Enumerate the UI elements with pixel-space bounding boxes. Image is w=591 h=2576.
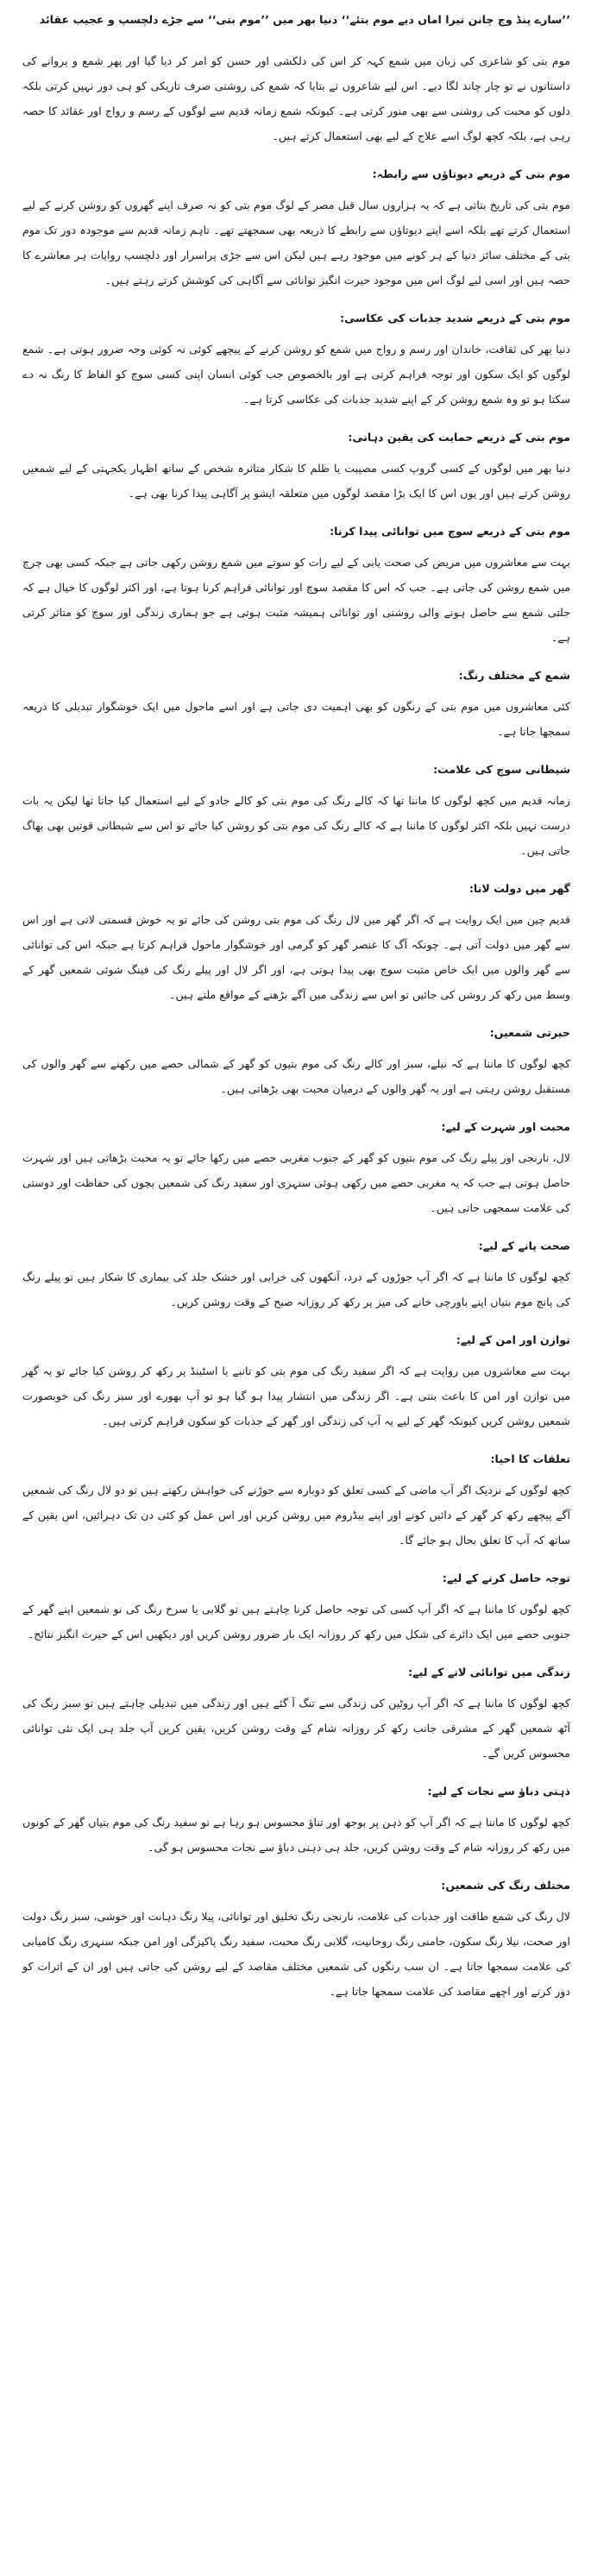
paragraph: موم بتی کو شاعری کی زبان میں شمع کہہ کر اس کی دلکشی اور حسن کو امر کر دیا گیا اور پھر شمع و پروانے کی داستانوں نے تو چار چاند لگا دیے۔ اس لیے شاعروں نے بتایا کہ شمع کی روشنی صرف تاریکی کو ہی دور نہیں کرتی بلکہ دلوں کو محبت کی روشنی سے بھی منور کرتی ہے۔ کیونکہ شمع زمانہ قدیم سے لوگوں کے رسم و رواج اور عقائد کا حصہ رہی ہے، بلکہ کچھ لوگ اسے علاج کے لیے بھی استعمال کرتے ہیں۔ xyxy=(22,54,570,142)
paragraph: کچھ لوگوں کا ماننا ہے کہ اگر آپ کو ذہن پر بوجھ اور تناؤ محسوس ہو رہا ہے تو سفید رنگ کی موم بتیاں گھر کے کونوں میں رکھ کر روزانہ شام کے وقت روشن کریں، جلد ہی ذہنی دباؤ سے نجات محسوس ہو گی۔ xyxy=(22,1816,570,1854)
section-heading: تعلقات کا احیا: xyxy=(490,1452,570,1465)
paragraph: لال، نارنجی اور پیلے رنگ کی موم بتیوں کو گھر کے جنوب مغربی حصے میں رکھا جائے تو یہ محبت بڑھاتی ہیں اور شہرت حاصل ہوتی ہے جب کہ یہ مغربی حصے میں رکھی ہوئی سنہری اور سفید رنگ کی شمعیں بچوں کی حفاظت اور دوستی کی علامت سمجھی جاتی ہیں۔ xyxy=(22,1151,570,1214)
article-title: ’’سارے پنڈ وچ چانن تیرا اماں دیے موم بتئے‘‘ دنیا بھر میں ’’موم بتی‘‘ سے جڑے دلچسپ و عجیب عقائد xyxy=(39,13,570,26)
section-heading: موم بتی کے ذریعے دیوتاؤں سے رابطہ: xyxy=(372,167,570,180)
paragraph: دنیا بھر میں لوگوں کے کسی گروپ کسی مصیبت یا ظلم کا شکار متاثرہ شخص کے ساتھ اظہار یکجہتی کے لیے شمعیں روشن کرتے ہیں اور یوں اس کا ایک بڑا مقصد لوگوں میں متعلقہ ایشو پر آگاہی پیدا کرنا بھی ہے۔ xyxy=(22,462,570,500)
paragraph: کچھ لوگوں کا ماننا ہے کہ اگر آپ جوڑوں کے درد، آنکھوں کی خرابی اور خشک جلد کی بیماری کا شکار ہیں تو پیلے رنگ کی پانچ موم بتیاں اپنے باورچی خانے کی میز پر رکھ کر روزانہ صبح کے وقت روشن کریں۔ xyxy=(22,1270,570,1308)
section-heading: شیطانی سوچ کی علامت: xyxy=(433,763,570,776)
section-heading: توجہ حاصل کرنے کے لیے: xyxy=(442,1571,570,1584)
paragraph: کچھ لوگوں کے نزدیک اگر آپ ماضی کے کسی تعلق کو دوبارہ سے جوڑنے کی خواہش رکھتے ہیں تو دو لال رنگ کی شمعیں آگے پیچھے رکھ کر گھر کے دائیں کونے اور اپنے بیڈروم میں روشن کریں اور اس عمل کو کئی دن تک دہرائیں، اس یقین کے ساتھ کہ آپ کا تعلق بحال ہو جائے گا۔ xyxy=(22,1483,570,1546)
section-heading: گھر میں دولت لانا: xyxy=(468,882,570,895)
paragraph: موم بتی کی تاریخ بتاتی ہے کہ یہ ہزاروں سال قبل مصر کے لوگ موم بتی کو نہ صرف اپنے گھروں کو روشن کرنے کے لیے استعمال کرتے تھے بلکہ اسے اپنے دیوتاؤں سے رابطے کا ذریعہ بھی سمجھتے تھے۔ تاہم زمانہ قدیم سے موجودہ دور تک موم بتی کے مختلف سائز دنیا کے ہر کونے میں موجود رہے ہیں لیکن اس سے جڑی پراسرار اور دلچسپ روایات ہر معاشرے کا حصہ ہیں اور اسی لیے لوگ اس میں موجود حیرت انگیز توانائی سے آگاہی کی کوشش کرتے رہتے ہیں۔ xyxy=(22,198,570,287)
paragraph: کئی معاشروں میں موم بتی کے رنگوں کو بھی اہمیت دی جاتی ہے اور اسے ماحول میں ایک خوشگوار تبدیلی کا ذریعہ سمجھا جاتا ہے۔ xyxy=(22,700,570,738)
paragraph: زمانہ قدیم میں کچھ لوگوں کا ماننا تھا کہ کالے رنگ کی موم بتی کو کالے جادو کے لیے استعمال کیا جاتا تھا لیکن یہ بات درست نہیں بلکہ اکثر لوگوں کا ماننا ہے کہ کالے رنگ کی موم بتی کو روشن کیا جائے تو اس سے شیطانی قوتیں بھی بھاگ جاتی ہیں۔ xyxy=(22,794,570,857)
section-heading: ذہنی دباؤ سے نجات کے لیے: xyxy=(427,1785,570,1798)
section-heading: موم بتی کے ذریعے حمایت کی یقین دہانی: xyxy=(348,431,570,444)
section-heading: زندگی میں توانائی لانے کے لیے: xyxy=(408,1666,570,1678)
paragraph: کچھ لوگوں کا ماننا ہے کہ اگر آپ کسی کی توجہ حاصل کرنا چاہتے ہیں تو گلابی یا سرخ رنگ کی نو شمعیں اپنے گھر کے جنوبی حصے میں ایک دائرے کی شکل میں رکھ کر روزانہ ایک بار ضرور روشن کریں اور دیکھیں اس کے حیرت انگیز نتائج۔ xyxy=(22,1603,570,1641)
paragraph: کچھ لوگوں کا ماننا ہے کہ اگر آپ روٹین کی زندگی سے تنگ آ گئے ہیں اور زندگی میں تبدیلی چاہتے ہیں تو سبز رنگ کی آٹھ شمعیں گھر کے مشرقی جانب رکھ کر روزانہ شام کے وقت روشن کریں، یقین کریں آپ جلد ہی ایک نئی توانائی محسوس کریں گے۔ xyxy=(22,1697,570,1760)
paragraph: بہت سے معاشروں میں روایت ہے کہ اگر سفید رنگ کی موم بتی کو تانبے یا اسٹینڈ پر رکھ کر روشن کیا جائے تو یہ گھر میں توازن اور امن کا باعث بنتی ہے۔ اگر زندگی میں انتشار پیدا ہو گیا ہو تو آپ بھورے اور سبز رنگ کی خوبصورت شمعیں روشن کریں کیونکہ گھر کے لیے یہ آپ کی زندگی اور گھر کے جذبات کو سکون فراہم کرتی ہیں۔ xyxy=(22,1364,570,1427)
section-heading: محبت اور شہرت کے لیے: xyxy=(441,1120,570,1133)
section-heading: حیرتی شمعیں: xyxy=(489,1026,570,1039)
section-heading: صحت پانے کے لیے: xyxy=(478,1239,570,1252)
paragraph: دنیا بھر کی ثقافت، خاندان اور رسم و رواج میں شمع کو روشن کرنے کے پیچھے کوئی نہ کوئی وجہ ضرور ہوتی ہے۔ شمع لوگوں کو ایک سکون اور توجہ فراہم کرتی ہے اور بالخصوص جب کوئی انسان اپنی کسی سوچ کو الفاظ کا رنگ نہ دے سکتا ہو تو وہ شمع روشن کر کے اپنے شدید جذبات کی عکاسی کرتا ہے۔ xyxy=(22,343,570,406)
paragraph: قدیم چین میں ایک روایت ہے کہ اگر گھر میں لال رنگ کی موم بتی روشن کی جائے تو یہ خوش قسمتی لاتی ہے اور اس سے گھر میں دولت آتی ہے۔ چونکہ آگ کا عنصر گھر کو گرمی اور خوشگوار ماحول فراہم کرتا ہے جبکہ اس کی توانائی سے گھر والوں میں ایک خاص مثبت سوچ بھی پیدا ہوتی ہے، اور اگر لال اور پیلے رنگ کی فینگ شوئی شمعیں گھر کے وسط میں رکھ کر روشن کی جائیں تو اس سے زندگی میں آگے بڑھنے کے مواقع ملتے ہیں۔ xyxy=(22,913,570,1001)
section-heading: مختلف رنگ کی شمعیں: xyxy=(441,1879,570,1892)
section-heading: شمع کے مختلف رنگ: xyxy=(458,669,570,682)
section-heading: توازن اور امن کے لیے: xyxy=(456,1333,570,1346)
paragraph: لال رنگ کی شمع طاقت اور جذبات کی علامت، نارنجی رنگ تخلیق اور توانائی، پیلا رنگ ذہانت اور خوشی، سبز رنگ دولت اور صحت، نیلا رنگ سکون، جامنی رنگ روحانیت، گلابی رنگ محبت، سفید رنگ پاکیزگی اور امن جبکہ سنہری رنگ کامیابی کی علامت سمجھا جاتا ہے۔ ان سب رنگوں کی شمعیں مختلف مقاصد کے لیے روشن کی جاتی ہیں اور ان کے اثرات کو دور کرنے اور اچھے مقاصد کی علامت سمجھا جاتا ہے۔ xyxy=(22,1910,570,1998)
paragraph: کچھ لوگوں کا ماننا ہے کہ نیلے، سبز اور کالے رنگ کی موم بتیوں کو گھر کے شمالی حصے میں رکھنے سے گھر والوں کی مستقبل روشن رہتی ہے اور یہ گھر والوں کے درمیان محبت بھی بڑھاتی ہیں۔ xyxy=(22,1057,570,1095)
section-heading: موم بتی کے ذریعے سوچ میں توانائی پیدا کرنا: xyxy=(330,525,570,538)
section-heading: موم بتی کے ذریعے شدید جذبات کی عکاسی: xyxy=(340,312,570,324)
paragraph: بہت سے معاشروں میں مریض کی صحت یابی کے لیے رات کو سوتے میں شمع روشن رکھی جاتی ہے جبکہ کسی بھی چرچ میں شمع روشن کی جاتی ہے۔ جب کہ اس کا مقصد سوچ اور توانائی فراہم کرنا ہوتا ہے، اور اکثر لوگوں کا خیال ہے کہ جلتی شمع سے حاصل ہونے والی روشنی اور توانائی ہمیشہ مثبت ہوتی ہے جو ہماری زندگی اور سوچ کو متاثر کرتی ہے۔ xyxy=(22,556,570,644)
